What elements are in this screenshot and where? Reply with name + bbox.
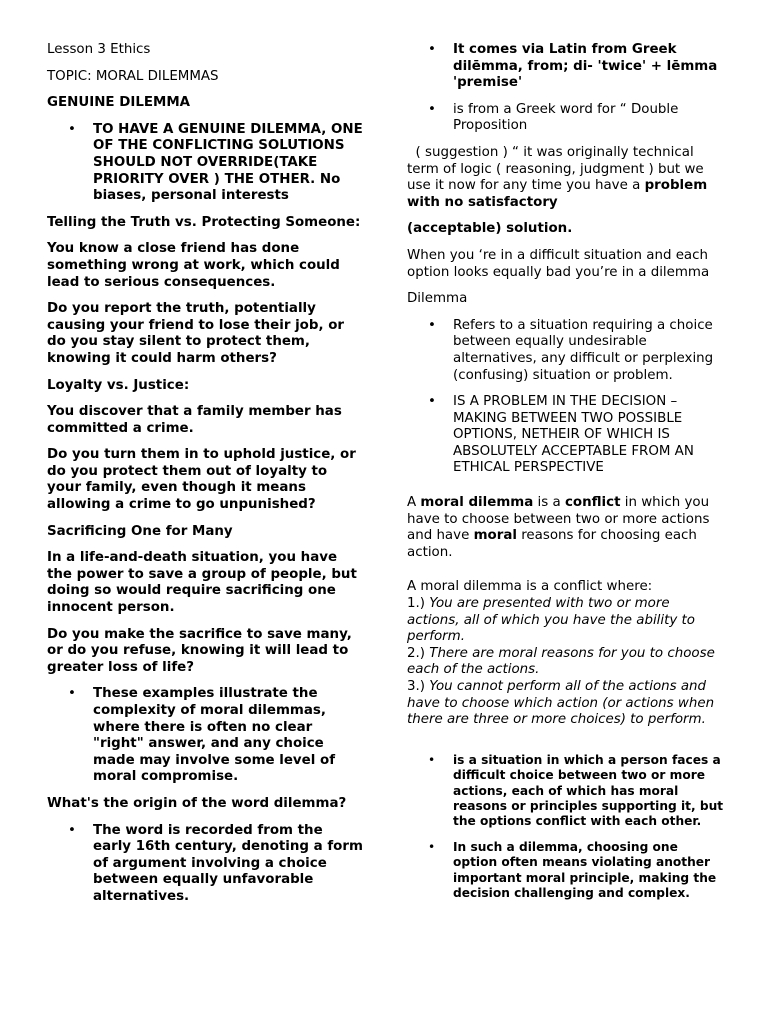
- numbered-item: [407, 596, 725, 646]
- spacer: [407, 571, 725, 579]
- loyalty-scenario: You discover that a family member has committed a crime.: [47, 404, 342, 436]
- item-number: 2.): [407, 645, 430, 661]
- numbered-list: [407, 596, 725, 729]
- item-text: You cannot perform all of the actions and have to choose which action (or actions when there are three or more choices) to perform.: [407, 679, 715, 728]
- list-item: • The word is recorded from the early 16th century, denoting a form of argument involving a choice between equally unfavorable alternatives.: [47, 823, 365, 906]
- suggestion-paragraph: [407, 145, 725, 211]
- suggestion-bold: problem with no satisfactory: [407, 178, 708, 210]
- origin-heading: What's the origin of the word dilemma?: [47, 795, 347, 811]
- right-column: [407, 42, 725, 911]
- examples-list: [47, 686, 365, 786]
- numbered-item: [407, 646, 725, 679]
- difficult-situation: When you ‘re in a difficult situation and each option looks equally bad you’re in a dilemma: [407, 247, 710, 280]
- truth-question: Do you report the truth, potentially causing your friend to lose their job, or do you stay silent to protect them, knowing it could harm others?: [47, 301, 345, 366]
- term-conflict: conflict: [564, 495, 621, 511]
- text-fragment: reasons for choosing each action.: [407, 528, 697, 560]
- list-item: • These examples illustrate the complexity of moral dilemmas, where there is often no clear "right" answer, and any choice made may involve some level of moral compromise.: [47, 686, 365, 786]
- topic-line: TOPIC: MORAL DILEMMAS: [47, 68, 219, 84]
- genuine-dilemma-list: [47, 122, 365, 205]
- truth-scenario: You know a close friend has done something wrong at work, which could lead to serious consequences.: [47, 241, 340, 290]
- list-item: • is from a Greek word for “ Double Proposition: [407, 102, 725, 135]
- sacrifice-question: Do you make the sacrifice to save many, or do you refuse, knowing it will lead to greater loss of life?: [47, 626, 352, 675]
- moral-dilemma-definition: [407, 495, 725, 561]
- genuine-dilemma-heading: GENUINE DILEMMA: [47, 95, 191, 111]
- sacrifice-heading: Sacrificing One for Many: [47, 523, 233, 539]
- list-item: • Refers to a situation requiring a choice between equally undesirable alternatives, any difficult or perplexing (confusing) situation or problem.: [407, 318, 725, 384]
- truth-heading: Telling the Truth vs. Protecting Someone:: [47, 214, 361, 230]
- list-item: • is a situation in which a person faces a difficult choice between two or more actions, each of which has moral reasons or principles supporting it, but the options conflict with each other.: [407, 753, 725, 830]
- dilemma-label: Dilemma: [407, 291, 468, 307]
- item-text: You are presented with two or more actions, all of which you have the ability to perform.: [407, 596, 695, 645]
- text-fragment: in which you have to choose between two or more actions and have: [407, 495, 714, 544]
- spacer: [407, 487, 725, 495]
- dilemma-definition-list: [407, 318, 725, 477]
- suggestion-text: ( suggestion ) “ it was originally technical term of logic ( reasoning, judgment ) but we use it now for any time you have a: [407, 144, 708, 194]
- term-moral: moral: [473, 528, 517, 544]
- list-item: • TO HAVE A GENUINE DILEMMA, ONE OF THE CONFLICTING SOLUTIONS SHOULD NOT OVERRIDE(TAKE PRIORITY OVER ) THE OTHER. No biases, personal interests: [47, 122, 365, 205]
- text-fragment: is a: [533, 495, 565, 511]
- list-item: • IS A PROBLEM IN THE DECISION – MAKING BETWEEN TWO POSSIBLE OPTIONS, NETHEIR OF WHICH IS ABSOLUTELY ACCEPTABLE FROM AN ETHICAL PERSPECTIVE: [407, 394, 725, 477]
- left-column: [47, 42, 365, 916]
- item-text: There are moral reasons for you to choose each of the actions.: [407, 645, 715, 678]
- item-number: 1.): [407, 596, 430, 612]
- summary-list: [407, 753, 725, 902]
- text-fragment: A: [407, 495, 421, 511]
- etymology-list: [407, 42, 725, 135]
- list-item: • It comes via Latin from Greek dilēmma, from; di- 'twice' + lēmma 'premise': [407, 42, 725, 92]
- origin-list: [47, 823, 365, 906]
- acceptable-solution: (acceptable) solution.: [407, 221, 573, 237]
- lesson-title: Lesson 3 Ethics: [47, 42, 151, 57]
- list-item: • In such a dilemma, choosing one option often means violating another important moral principle, making the decision challenging and complex.: [407, 840, 725, 902]
- loyalty-question: Do you turn them in to uphold justice, or do you protect them out of loyalty to your family, even though it means allowing a crime to go unpunished?: [47, 447, 356, 513]
- sacrifice-scenario: In a life-and-death situation, you have the power to save a group of people, but doing so would require sacrificing one innocent person.: [47, 550, 357, 616]
- item-number: 3.): [407, 679, 430, 694]
- loyalty-heading: Loyalty vs. Justice:: [47, 377, 190, 393]
- numbered-item: [407, 679, 725, 729]
- conflict-where: A moral dilemma is a conflict where:: [407, 579, 653, 595]
- term-moral-dilemma: moral dilemma: [420, 495, 534, 511]
